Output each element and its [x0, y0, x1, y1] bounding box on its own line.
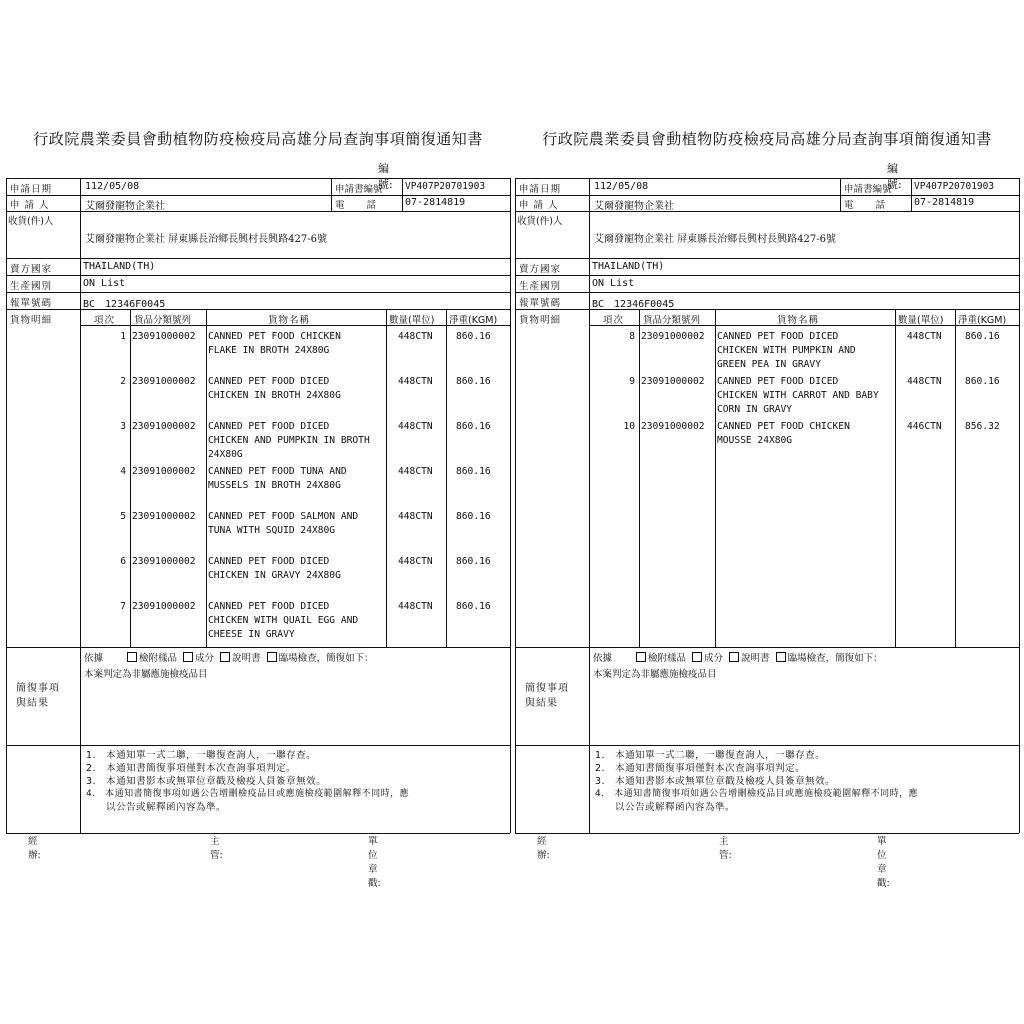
item-code: 23091000002	[132, 421, 196, 432]
col-weight-header: 淨重(KGM)	[958, 315, 1007, 326]
phone-label: 電 話	[335, 200, 378, 211]
item-code: 23091000002	[132, 601, 196, 612]
app-no-label: 申請書編號	[844, 184, 892, 195]
note-2: 2. 本通知書簡復事項僅對本次查詢事項判定。	[86, 763, 297, 774]
sig-stamp: 單位章戳:	[368, 836, 381, 889]
reply-result-label: 簡復事項 與結果	[16, 683, 60, 709]
col-qty-header: 數量(單位)	[898, 315, 944, 326]
item-no: 7	[120, 601, 126, 612]
applicant-value: 艾爾發寵物企業社	[594, 201, 674, 212]
declaration-no-label: 報單號碼	[519, 298, 562, 309]
item-name: CANNED PET FOOD DICED CHICKEN WITH CARROT AND BABY CORN IN GRAVY	[717, 376, 879, 415]
phone-value: 07-2814819	[914, 197, 975, 208]
col-code-header: 貨品分類號列	[134, 315, 192, 326]
apply-date-value: 112/05/08	[85, 181, 140, 192]
seller-country-label: 賣方國家	[10, 264, 53, 275]
item-qty: 448CTN	[398, 421, 433, 432]
item-name: CANNED PET FOOD DICED CHICKEN IN BROTH 24X80G	[208, 376, 341, 401]
item-name: CANNED PET FOOD DICED CHICKEN AND PUMPKIN IN BROTH 24X80G	[208, 421, 370, 460]
item-qty: 448CTN	[398, 466, 433, 477]
checkbox-manual[interactable]	[220, 652, 230, 662]
col-item-header: 項次	[603, 315, 625, 326]
item-weight: 860.16	[456, 601, 491, 612]
item-qty: 446CTN	[907, 421, 942, 432]
item-name: CANNED PET FOOD DICED CHICKEN WITH PUMPKIN AND GREEN PEA IN GRAVY	[717, 331, 856, 370]
result-text: 本案判定為非屬應施檢疫品目	[84, 669, 208, 680]
declaration-no-label: 報單號碼	[10, 298, 53, 309]
note-1: 1. 本通知單一式二聯，一聯復查詢人，一聯存查。	[595, 750, 826, 761]
app-no-value: VP407P20701903	[405, 181, 486, 192]
apply-date-value: 112/05/08	[594, 181, 649, 192]
note-4: 4. 本通知書簡復事項如遇公告增刪檢疫品目或應施檢疫範圍解釋不同時，應	[595, 789, 919, 799]
item-weight: 860.16	[965, 376, 1000, 387]
item-name: CANNED PET FOOD DICED CHICKEN IN GRAVY 24X80G	[208, 556, 341, 581]
item-code: 23091000002	[132, 511, 196, 522]
opt-manual-label: 說明書	[741, 653, 770, 664]
applicant-label: 申 請 人	[519, 200, 559, 211]
opt-onsite-label: 臨場檢查，簡復如下：	[787, 653, 883, 664]
checkbox-ingredient[interactable]	[692, 652, 702, 662]
item-weight: 860.16	[456, 466, 491, 477]
item-qty: 448CTN	[398, 556, 433, 567]
item-weight: 860.16	[456, 421, 491, 432]
note-3: 3. 本通知書影本或無單位章戳及檢疫人員簽章無效。	[86, 776, 327, 787]
item-code: 23091000002	[641, 421, 705, 432]
opt-manual-label: 說明書	[232, 653, 261, 664]
goods-detail-label: 貨物明細	[10, 315, 53, 326]
app-no-label: 申請書編號	[335, 184, 383, 195]
col-weight-header: 淨重(KGM)	[449, 315, 498, 326]
note-2: 2. 本通知書簡復事項僅對本次查詢事項判定。	[595, 763, 806, 774]
seller-country-value: THAILAND(TH)	[83, 261, 156, 272]
item-code: 23091000002	[132, 466, 196, 477]
item-no: 10	[623, 421, 635, 432]
item-qty: 448CTN	[907, 376, 942, 387]
origin-country-label: 生產國別	[519, 281, 562, 292]
item-weight: 860.16	[456, 511, 491, 522]
item-name: CANNED PET FOOD DICED CHICKEN WITH QUAIL EGG AND CHEESE IN GRAVY	[208, 601, 359, 640]
item-name: CANNED PET FOOD TUNA AND MUSSELS IN BROTH 24X80G	[208, 466, 347, 491]
col-name-header: 貨物名稱	[268, 315, 311, 326]
form-table	[515, 178, 1019, 833]
note-1: 1. 本通知單一式二聯，一聯復查詢人，一聯存查。	[86, 750, 317, 761]
checkbox-onsite[interactable]	[267, 652, 277, 662]
item-code: 23091000002	[641, 331, 705, 342]
opt-sample-label: 檢附樣品	[139, 653, 178, 664]
basis-prefix: 依據	[593, 653, 613, 664]
origin-country-value: ON List	[83, 278, 126, 289]
item-no: 9	[629, 376, 635, 387]
item-weight: 860.16	[456, 556, 491, 567]
sig-supervisor: 主管:	[719, 836, 732, 861]
item-no: 4	[120, 466, 126, 477]
form-title: 行政院農業委員會動植物防疫檢疫局高雄分局查詢事項簡復通知書	[33, 130, 483, 148]
item-qty: 448CTN	[398, 511, 433, 522]
item-no: 3	[120, 421, 126, 432]
col-qty-header: 數量(單位)	[389, 315, 435, 326]
serial-label: 編號:	[378, 162, 393, 191]
item-name: CANNED PET FOOD SALMON AND TUNA WITH SQUID 24X80G	[208, 511, 359, 536]
form-title: 行政院農業委員會動植物防疫檢疫局高雄分局查詢事項簡復通知書	[542, 130, 992, 148]
note-5: 以公告或解釋函內容為準。	[595, 802, 736, 813]
checkbox-manual[interactable]	[729, 652, 739, 662]
seller-country-label: 賣方國家	[519, 264, 562, 275]
opt-sample-label: 檢附樣品	[648, 653, 687, 664]
sig-supervisor: 主管:	[210, 836, 223, 861]
basis-line	[593, 650, 883, 664]
consignee-label: 收貨(件)人	[517, 216, 563, 227]
item-code: 23091000002	[132, 331, 196, 342]
declaration-no-value: BC 12346F0045	[592, 299, 675, 310]
col-code-header: 貨品分類號列	[643, 315, 701, 326]
sig-handler: 經辦:	[28, 836, 41, 861]
form-table	[6, 178, 510, 833]
checkbox-ingredient[interactable]	[183, 652, 193, 662]
checkbox-sample[interactable]	[636, 652, 646, 662]
item-code: 23091000002	[132, 556, 196, 567]
opt-ingredient-label: 成分	[195, 653, 215, 664]
sig-stamp: 單位章戳:	[877, 836, 890, 889]
col-name-header: 貨物名稱	[777, 315, 820, 326]
item-name: CANNED PET FOOD CHICKEN FLAKE IN BROTH 24X80G	[208, 331, 341, 356]
item-no: 2	[120, 376, 126, 387]
applicant-value: 艾爾發寵物企業社	[85, 201, 165, 212]
item-no: 1	[120, 331, 126, 342]
basis-prefix: 依據	[84, 653, 104, 664]
sig-handler: 經辦:	[537, 836, 550, 861]
col-item-header: 項次	[94, 315, 116, 326]
item-qty: 448CTN	[398, 376, 433, 387]
opt-onsite-label: 臨場檢查，簡復如下：	[278, 653, 374, 664]
opt-ingredient-label: 成分	[704, 653, 724, 664]
result-text: 本案判定為非屬應施檢疫品目	[593, 669, 717, 680]
applicant-label: 申 請 人	[10, 200, 50, 211]
declaration-no-value: BC 12346F0045	[83, 299, 166, 310]
app-no-value: VP407P20701903	[914, 181, 995, 192]
phone-value: 07-2814819	[405, 197, 466, 208]
item-no: 6	[120, 556, 126, 567]
basis-line	[84, 650, 374, 664]
apply-date-label: 申請日期	[10, 184, 53, 195]
item-code: 23091000002	[641, 376, 705, 387]
consignee-value: 艾爾發寵物企業社 屏東縣長治鄉長興村長興路427-6號	[594, 234, 837, 245]
checkbox-onsite[interactable]	[776, 652, 786, 662]
item-name: CANNED PET FOOD CHICKEN MOUSSE 24X80G	[717, 421, 850, 446]
note-3: 3. 本通知書影本或無單位章戳及檢疫人員簽章無效。	[595, 776, 836, 787]
item-weight: 860.16	[456, 376, 491, 387]
item-qty: 448CTN	[398, 331, 433, 342]
note-5: 以公告或解釋函內容為準。	[86, 802, 227, 813]
item-no: 8	[629, 331, 635, 342]
reply-result-label: 簡復事項 與結果	[525, 683, 569, 709]
consignee-label: 收貨(件)人	[8, 216, 54, 227]
seller-country-value: THAILAND(TH)	[592, 261, 665, 272]
item-qty: 448CTN	[907, 331, 942, 342]
note-4: 4. 本通知書簡復事項如遇公告增刪檢疫品目或應施檢疫範圍解釋不同時，應	[86, 789, 410, 799]
phone-label: 電 話	[844, 200, 887, 211]
item-code: 23091000002	[132, 376, 196, 387]
item-qty: 448CTN	[398, 601, 433, 612]
consignee-value: 艾爾發寵物企業社 屏東縣長治鄉長興村長興路427-6號	[85, 234, 328, 245]
goods-detail-label: 貨物明細	[519, 315, 562, 326]
item-weight: 860.16	[456, 331, 491, 342]
apply-date-label: 申請日期	[519, 184, 562, 195]
item-weight: 860.16	[965, 331, 1000, 342]
serial-label: 編號:	[887, 162, 902, 191]
checkbox-sample[interactable]	[127, 652, 137, 662]
item-weight: 856.32	[965, 421, 1000, 432]
origin-country-value: ON List	[592, 278, 635, 289]
item-no: 5	[120, 511, 126, 522]
origin-country-label: 生產國別	[10, 281, 53, 292]
